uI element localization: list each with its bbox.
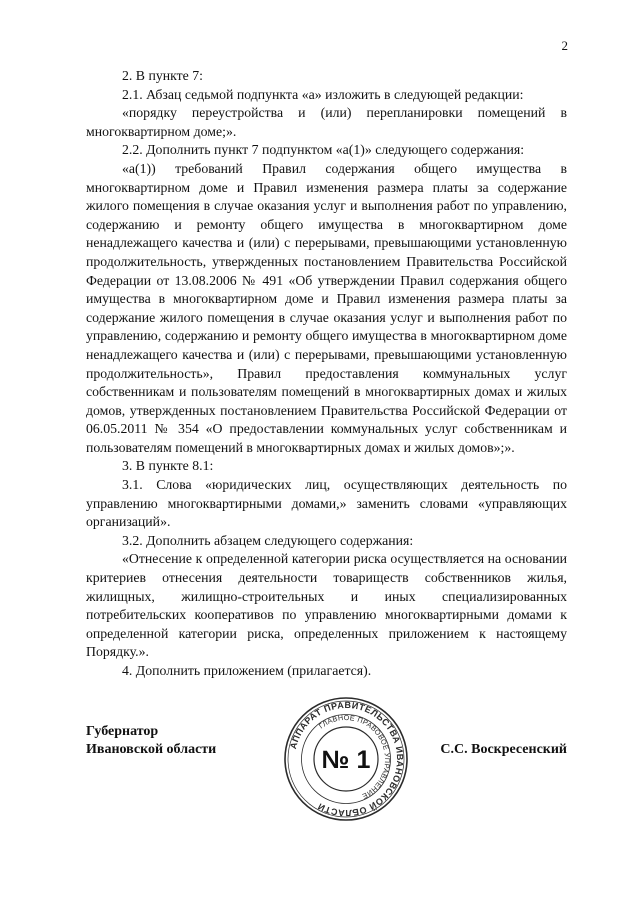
signatory-title-line: Губернатор	[86, 724, 159, 739]
seal-outer-text: АППАРАТ ПРАВИТЕЛЬСТВА ИВАНОВСКОЙ ОБЛАСТИ	[288, 699, 406, 819]
paragraph: «порядку переустройства и (или) перепланировки помещений в многоквартирном доме;».	[86, 105, 567, 139]
document-body	[86, 67, 567, 681]
signatory-name: С.С. Воскресенский	[440, 742, 567, 757]
seal-inner-text: ГЛАВНОЕ ПРАВОВОЕ УПРАВЛЕНИЕ	[316, 712, 393, 802]
official-seal-icon	[282, 695, 410, 823]
page-number: 2	[561, 38, 568, 53]
paragraph: 3. В пункте 8.1:	[122, 458, 214, 474]
signature-block	[86, 699, 567, 819]
paragraph: 4. Дополнить приложением (прилагается).	[122, 663, 372, 678]
paragraph: 2. В пункте 7:	[122, 68, 203, 83]
paragraph: 2.1. Абзац седьмой подпункта «а» изложить в следующей редакции:	[122, 86, 524, 102]
paragraph: «Отнесение к определенной категории риска осуществляется на основании критериев отнесения деятельности товариществ собственников жилья, жилищных, жилищно-строительных и иных специализированных потребительских кооперативов по управлению многоквартирными домами к определенной категории риска, определенных приложением к настоящему Порядку.».	[86, 551, 567, 660]
signatory-title	[86, 723, 216, 759]
signatory-title-line: Ивановской области	[86, 742, 217, 757]
paragraph: 2.2. Дополнить пункт 7 подпунктом «а(1)» следующего содержания:	[122, 142, 525, 158]
paragraph: 3.1. Слова «юридических лиц, осуществляющих деятельность по управлению многоквартирными домами,» заменить словами «управляющих организаций».	[86, 477, 567, 530]
seal-number: № 1	[321, 746, 371, 774]
paragraph: 3.2. Дополнить абзацем следующего содержания:	[122, 532, 414, 548]
paragraph: «а(1)) требований Правил содержания общего имущества в многоквартирном доме и Правил изменения размера платы за содержание жилого помещения в случае оказания услуг и выполнения работ по управлению, содержанию и ремонту общего имущества в многоквартирном доме ненадлежащего качества и (или) с перерывами, превышающими установленную продолжительность, утвержденных постановлением Правительства Российской Федерации от 13.08.2006 № 491 «Об утверждении Правил содержания общего имущества в многоквартирном доме и Правил изменения размера платы за содержание жилого помещения в случае оказания услуг и выполнения работ по управлению, содержанию и ремонту общего имущества в многоквартирном доме ненадлежащего качества и (или) с перерывами, превышающими установленную продолжительность», Правил предоставления коммунальных услуг собственникам и пользователям помещений в многоквартирных домах и жилых домов, утвержденных постановлением Правительства Российской Федерации от 06.05.2011 № 354 «О предоставлении коммунальных услуг собственникам и пользователям помещений в многоквартирных домах и жилых домов»;».	[86, 160, 567, 455]
